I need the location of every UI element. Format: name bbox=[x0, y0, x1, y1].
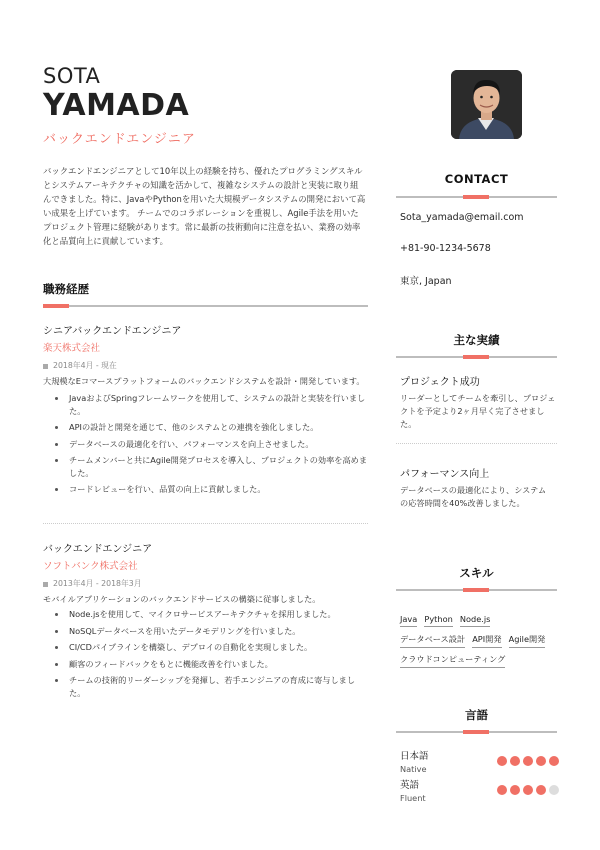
calendar-icon bbox=[43, 364, 48, 369]
achievement-text: データベースの最適化により、システムの応答時間を40%改善しました。 bbox=[400, 485, 547, 508]
skills-row bbox=[400, 607, 490, 627]
rating-dot-filled bbox=[536, 785, 546, 795]
languages-heading: 言語 bbox=[465, 708, 488, 722]
summary: バックエンドエンジニアとして10年以上の経験を持ち、優れたプログラミングスキルとシステムアーキテクチャの知識を活かして、複雑なシステムの設計と実装に取り組んできました。特に、JavaやPythonを用いた大規模データシステムの開発において高い成果を上げています。 チームでのコラボレーションを重視し、Agile手法を用いたプロジェクト管理に経験があります。常に最新の技術動向に注意を払い、業務の効率化と品質向上に貢献しています。 bbox=[43, 166, 366, 246]
language-name: 日本語 bbox=[400, 751, 429, 762]
rating-dot-filled bbox=[510, 756, 520, 766]
company-2: ソフトバンク株式会社 bbox=[43, 561, 138, 572]
achievement-text: リーダーとしてチームを牽引し、プロジェクトを予定より2ヶ月早く完了させました。 bbox=[400, 393, 556, 429]
skill-tag: Node.js bbox=[460, 614, 491, 627]
language-rating bbox=[497, 780, 562, 799]
achievements-accent bbox=[463, 355, 489, 359]
company-1: 楽天株式会社 bbox=[43, 343, 101, 354]
experience-rule bbox=[43, 305, 368, 307]
language-item bbox=[400, 777, 426, 803]
rating-dot-filled bbox=[536, 756, 546, 766]
list-item: データベースの最適化を行い、パフォーマンスを向上させました。 bbox=[43, 438, 368, 451]
skill-tag: Python bbox=[424, 614, 452, 627]
rating-dot-filled bbox=[523, 756, 533, 766]
languages-accent bbox=[463, 730, 489, 734]
list-item: APIの設計と開発を通じて、他のシステムとの連携を強化しました。 bbox=[43, 421, 368, 434]
dates-2: 2013年4月 - 2018年3月 bbox=[43, 578, 368, 589]
job-description-2: モバイルアプリケーションのバックエンドサービスの構築に従事しました。 bbox=[43, 594, 321, 604]
contact-phone[interactable]: +81-90-1234-5678 bbox=[400, 243, 491, 254]
job-entry bbox=[43, 540, 368, 703]
list-item: CI/CDパイプラインを構築し、デプロイの自動化を実現しました。 bbox=[43, 641, 368, 654]
list-item: NoSQLデータベースを用いたデータモデリングを行いました。 bbox=[43, 625, 368, 638]
skills-accent bbox=[463, 588, 489, 592]
rating-dot-filled bbox=[523, 785, 533, 795]
profile-photo bbox=[451, 70, 522, 139]
experience-heading: 職務経歴 bbox=[43, 282, 89, 296]
list-item: チームメンバーと共にAgile開発プロセスを導入し、プロジェクトの効率を高めました。 bbox=[43, 454, 368, 479]
achievement-title: パフォーマンス向上 bbox=[400, 469, 490, 480]
skill-tag: API開発 bbox=[472, 634, 501, 648]
job-title: バックエンドエンジニア bbox=[43, 132, 196, 147]
contact-accent bbox=[463, 195, 489, 199]
achievement-title: プロジェクト成功 bbox=[400, 377, 480, 388]
job-bullets-1 bbox=[43, 392, 368, 496]
rating-dot-empty bbox=[549, 785, 559, 795]
calendar-icon bbox=[43, 582, 48, 587]
skill-tag: クラウドコンピューティング bbox=[400, 654, 505, 668]
language-rating bbox=[497, 751, 562, 770]
job-description-1: 大規模なEコマースプラットフォームのバックエンドシステムを設計・開発しています。 bbox=[43, 376, 365, 386]
job-title-2: バックエンドエンジニア bbox=[43, 544, 153, 555]
job-title-1: シニアバックエンドエンジニア bbox=[43, 326, 182, 337]
list-item: Node.jsを使用して、マイクロサービスアーキテクチャを採用しました。 bbox=[43, 608, 368, 621]
contact-email[interactable]: Sota_yamada@email.com bbox=[400, 212, 524, 223]
divider bbox=[396, 443, 557, 444]
dates-1: 2018年4月 - 現在 bbox=[43, 360, 368, 371]
skills-row bbox=[400, 647, 505, 668]
list-item: コードレビューを行い、品質の向上に貢献しました。 bbox=[43, 483, 368, 496]
job-entry bbox=[43, 322, 368, 500]
skills-heading: スキル bbox=[459, 566, 494, 580]
rating-dot-filled bbox=[510, 785, 520, 795]
experience-accent bbox=[43, 304, 69, 308]
achievement-item bbox=[400, 373, 557, 431]
language-name: 英語 bbox=[400, 780, 420, 791]
rating-dot-filled bbox=[549, 756, 559, 766]
language-level: Native bbox=[400, 764, 427, 774]
divider bbox=[43, 523, 368, 524]
language-item bbox=[400, 748, 429, 774]
skill-tag: データベース設計 bbox=[400, 634, 465, 648]
skill-tag: Agile開発 bbox=[509, 634, 546, 648]
rating-dot-filled bbox=[497, 756, 507, 766]
contact-location: 東京, Japan bbox=[400, 276, 452, 287]
skills-row bbox=[400, 627, 545, 648]
contact-heading: CONTACT bbox=[444, 172, 509, 186]
language-level: Fluent bbox=[400, 793, 426, 803]
list-item: JavaおよびSpringフレームワークを使用して、システムの設計と実装を行いました。 bbox=[43, 392, 368, 417]
list-item: チームの技術的リーダーシップを発揮し、若手エンジニアの育成に寄与しました。 bbox=[43, 674, 368, 699]
list-item: 顧客のフィードバックをもとに機能改善を行いました。 bbox=[43, 658, 368, 671]
job-bullets-2 bbox=[43, 608, 368, 699]
rating-dot-filled bbox=[497, 785, 507, 795]
achievement-item bbox=[400, 465, 550, 510]
achievements-heading: 主な実績 bbox=[453, 333, 500, 347]
last-name: YAMADA bbox=[43, 88, 190, 123]
first-name: SOTA bbox=[43, 64, 101, 88]
skill-tag: Java bbox=[400, 614, 417, 627]
